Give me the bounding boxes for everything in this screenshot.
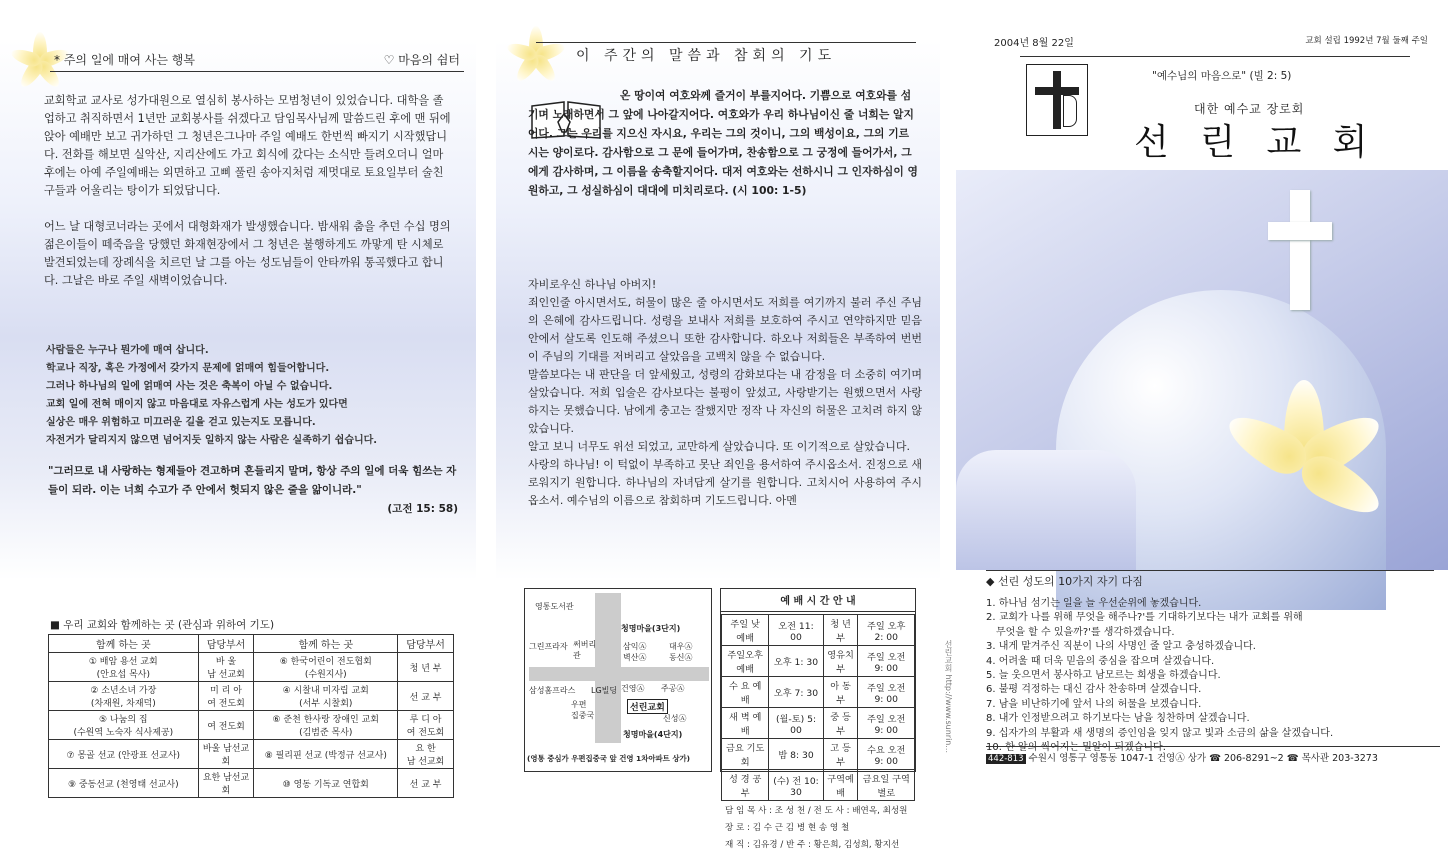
map-label: 신성Ⓐ: [663, 714, 687, 723]
map-label: 삼익Ⓐ 벽산Ⓐ: [623, 642, 647, 662]
staff-line: 장 로 : 김 수 근 김 병 현 송 영 철: [725, 823, 850, 833]
partner-table-title: ■ 우리 교회와 함께하는 곳 (관심과 위하여 기도): [50, 619, 275, 631]
issue-date: 2004년 8월 22일: [994, 38, 1074, 49]
founded-date: 교회 설립 1992년 7월 둘째 주일: [1305, 36, 1428, 46]
map-label: 건영Ⓐ: [621, 684, 645, 693]
table-header: 함께 하는 곳: [254, 635, 398, 653]
location-map: [524, 588, 712, 772]
prayer-text: [528, 276, 922, 510]
list-item: 무엇을 할 수 있을까?'를 생각하겠습니다.: [996, 626, 1175, 638]
schedule-table: [721, 614, 915, 801]
table-header: 담당부서: [198, 635, 254, 653]
section-header: [536, 42, 916, 66]
partner-table: [48, 634, 454, 798]
building-illustration: [956, 450, 1136, 570]
map-label: 그린프라자: [529, 642, 568, 651]
handwritten-line: 학교나 직장, 혹은 가정에서 갖가지 문제에 얽매여 힘들어합니다.: [46, 363, 330, 374]
footer-contact: [986, 746, 1440, 764]
section-title: 이 주간의 말씀과 참회의 기도: [576, 47, 837, 64]
table-row: 성 경 공 부 (수) 전 10: 30 구역예배 금요일 구역별로: [722, 770, 915, 801]
spine-text: 선린교회 http://www.sunrin...: [944, 640, 953, 754]
church-name: 선 린 교 회: [1134, 122, 1378, 163]
quote-reference: (고전 15: 58): [387, 503, 458, 515]
table-row: 주일오후예배 오후 1: 30 영유치부 주일 오전 9: 00: [722, 646, 915, 677]
list-item: 8. 내가 인정받으려고 하기보다는 남을 칭찬하며 살겠습니다.: [986, 713, 1250, 725]
list-item: 4. 어려울 때 더욱 믿음의 중심을 잡으며 살겠습니다.: [986, 655, 1215, 667]
map-label: 삼성홈프라스: [529, 686, 576, 695]
column-name: ♡ 마음의 쉼터: [383, 53, 460, 67]
map-label: 청명마을(4단지): [623, 730, 683, 739]
map-caption: (영통 중심가 우편집중국 앞 건영 1차아파트 상가): [527, 754, 690, 763]
list-item: 9. 십자가의 부활과 새 생명의 증인임을 잊지 않고 빛과 소금의 삶을 살겠습니다.: [986, 727, 1334, 739]
handwritten-line: 그러나 하나님의 일에 얽매여 사는 것은 축복이 아닐 수 없습니다.: [46, 381, 333, 392]
staff-line: 재 직 : 김유경 / 반 주 : 황은희, 김성희, 황지선: [725, 840, 900, 850]
church-logo: [1026, 64, 1088, 136]
table-row: ⑦ 몽골 선교 (안광표 선교사) 바울 남선교회 ⑧ 필리핀 선교 (박정규 선교사) 요 한 남 선교회: [49, 740, 454, 769]
prayer-paragraph: 죄인인줄 아시면서도, 허물이 많은 줄 아시면서도 저희를 여기까지 불러 주신 주님의 은혜에 감사드립니다. 성령을 보내사 저희를 보호하여 주시고 연약하지만 믿음 안에서 살도록 인도해 주셨으니 또한 감사합니다. 하오나 저희들은 부족하여 번번이 주님의 기대를 저버리고 살았음을 고백치 않을 수 없습니다.: [528, 296, 922, 363]
list-item: 3. 내게 맡겨주신 직분이 나의 사명인 줄 알고 충성하겠습니다.: [986, 641, 1256, 653]
staff-list: [721, 801, 915, 856]
map-label: 청명마을(3단지): [621, 624, 681, 633]
church-motto: "예수님의 마음으로" (빌 2: 5): [1152, 70, 1292, 82]
schedule-title: 예 배 시 간 안 내: [721, 589, 915, 612]
map-label: 대우Ⓐ 동신Ⓐ: [669, 642, 693, 662]
map-road: [529, 667, 709, 681]
panel-cover: [956, 0, 1448, 801]
map-label: 우편 집중국: [571, 700, 595, 720]
divider: [1020, 56, 1410, 57]
prayer-paragraph: 말씀보다는 내 판단을 더 앞세웠고, 성령의 감화보다는 내 감정을 더 소중히 여기며 살았습니다. 저희 입술은 감사보다는 불평이 앞섰고, 사랑받기는 원했으면서 사랑하지는 못했습니다. 남에게 충고는 잘했지만 정작 나 자신의 허물은 고치려 하지 않았습니다.: [528, 368, 922, 435]
table-row: 금요 기도회 밤 8: 30 고 등 부 수요 오전 9: 00: [722, 739, 915, 770]
bible-quote: [48, 462, 458, 519]
table-row: ① 배암 용선 교회 (안요섭 목사) 바 울 남 선교회 ⑥ 한국어린이 전도협회 (수원지사) 청 년 부: [49, 653, 454, 682]
list-item: 1. 하나님 섬기는 일을 늘 우선순위에 놓겠습니다.: [986, 598, 1202, 609]
scripture-text: 온 땅이여 여호와께 즐거이 부를지어다. 기쁨으로 여호와를 섬기며 노래하면서 그 앞에 나아갈지어다. 여호와가 우리 하나님이신 줄 너희는 알지어다. 그는 우리를 지으신 자시요, 우리는 그의 것이니, 그의 백성이요, 그의 기르시는 양이로다. 감사함으로 그 문에 들어가며, 찬송함으로 그 궁정에 들어가서, 그에게 감사하며, 그 이름을 송축할지어다. 대저 여호와는 선하시니 그 인자하심이 영원하고, 그 성실하심이 대대에 미치리로다. (시 100: 1-5): [528, 89, 918, 197]
handwritten-line: 교회 일에 전혀 매이지 않고 마음대로 자유스럽게 사는 성도가 있다면: [46, 399, 348, 410]
story-paragraph: 교회학교 교사로 성가대원으로 열심히 봉사하는 모범청년이 있었습니다. 대학을 졸업하고 취직하면서 1년만 교회봉사를 쉬겠다고 담임목사님께 말씀드린 후에 맨 뒤에 앉아 예배만 보고 귀가하던 그 청년은그나마 주일 예배도 한번씩 빠지기 시작했답니다. 전화를 해보면 실악산, 지리산에도 가고 회식에 갔다는 소식만 들려오더니 얼마 후에는 아예 주일예배는 외면하고 고삐 풀린 송아지처럼 제멋대로 토요일부터 술친구들과 어울리는 탕이가 되었답니다.: [44, 94, 451, 197]
list-item: 10. 한 알의 씩어지는 밀알이 되겠습니다.: [986, 742, 1166, 754]
postal-code-badge: 442-813: [988, 754, 1024, 764]
handwritten-message: [46, 342, 466, 450]
story-text: [44, 92, 454, 308]
table-row: 새 벽 예 배 (월-토) 5: 00 중 등 부 주일 오전 9: 00: [722, 708, 915, 739]
ten-resolutions: [986, 570, 1434, 755]
table-header-row: [49, 635, 454, 653]
cross-icon: [1268, 222, 1332, 240]
resolutions-title: ◆ 선린 성도의 10가지 자기 다짐: [986, 570, 1434, 593]
table-row: ⑨ 중동선교 (천영태 선교사) 요한 남선교회 ⑩ 영동 기독교 연합회 선 교 부: [49, 769, 454, 798]
staff-line: 담 임 목 사 : 조 성 천 / 전 도 사 : 배연옥, 최성원: [725, 806, 908, 816]
list-item: 2. 교회가 나를 위해 무엇을 해주나?'를 기대하기보다는 내가 교회를 위해: [986, 612, 1303, 624]
section-title: * 주의 일에 매여 사는 행복: [54, 53, 195, 67]
handwritten-line: 자전거가 달리지지 않으면 넘어지듯 일하지 않는 사람은 실족하기 쉽습니다.: [46, 435, 378, 446]
list-item: 7. 남을 비난하기에 앞서 나의 허물을 보겠습니다.: [986, 698, 1202, 710]
table-header: 담당부서: [398, 635, 454, 653]
panel-left: [0, 0, 476, 801]
address-text: 수원시 영통구 영통동 1047-1 건영Ⓐ 상가 ☎ 206-8291~2 ☎ 목사관 203-3273: [1028, 753, 1378, 764]
table-row: ⑤ 나눔의 집 (수원역 노숙자 식사제공) 여 전도회 ⑥ 준천 한사랑 장애인 교회 (김범준 목사) 루 디 아 여 전도회: [49, 711, 454, 740]
lily-icon: [1206, 370, 1386, 550]
story-paragraph: 어느 날 대형코너라는 곳에서 대형화재가 발생했습니다. 밤새워 춤을 추던 수십 명의 젊은이들이 떼죽음을 당했던 화재현장에서 그 청년은 불행하게도 까맣게 탄 시체로 발견되었는데 장례식을 치르던 날 그를 아는 성도님들이 안타까워 통곡했다고 합니다. 그날은 바로 주일 새벽이었습니다.: [44, 220, 451, 287]
prayer-opening: 자비로우신 하나님 아버지!: [528, 278, 657, 291]
handwritten-line: 사람들은 누구나 뭔가에 매여 삽니다.: [46, 345, 209, 356]
list-item: 6. 불평 걱정하는 대신 감사 찬송하며 살겠습니다.: [986, 684, 1202, 696]
denomination: 대한 예수교 장로회: [1194, 102, 1305, 116]
prayer-paragraph: 사랑의 하나님! 이 턱없이 부족하고 못난 죄인을 용서하여 주시옵소서. 진정으로 새로워지기 원합니다. 하나님의 자녀답게 살기를 원합니다. 고치시어 사용하여 주시옵소서. 예수님의 이름으로 참회하며 기도드립니다. 아멘: [528, 458, 922, 507]
table-header: 함께 하는 곳: [49, 635, 199, 653]
table-row: 주일 낮 예배 오전 11: 00 청 년 부 주일 오후 2: 00: [722, 615, 915, 646]
handwritten-line: 실상은 매우 위험하고 미끄러운 길을 걷고 있는지도 모릅니다.: [46, 417, 316, 428]
worship-schedule: [720, 588, 916, 850]
table-row: ② 소년소녀 가장 (차재원, 차재덕) 미 리 아 여 전도회 ④ 시찰내 미자립 교회 (서부 시찰회) 선 교 부: [49, 682, 454, 711]
map-label: LG빌딩: [591, 686, 618, 695]
map-label: 영통도서관: [535, 602, 574, 611]
map-label: 주공Ⓐ: [661, 684, 685, 693]
panel-middle: [496, 0, 940, 850]
table-row: 수 요 예 배 오후 7: 30 아 동 부 주일 오전 9: 00: [722, 677, 915, 708]
list-item: 5. 늘 웃으면서 봉사하고 남모르는 희생을 하겠습니다.: [986, 670, 1221, 682]
map-label: 써버리 관: [573, 640, 597, 660]
quote-text: "그러므로 내 사랑하는 형제들아 견고하며 흔들리지 말며, 항상 주의 일에 더욱 힘쓰는 자들이 되라. 이는 너희 수고가 주 안에서 헛되지 않은 줄을 앎이니라.": [48, 465, 457, 496]
resolutions-list: [986, 597, 1434, 755]
map-church-marker: 선린교회: [627, 699, 668, 714]
section-header: [50, 48, 464, 72]
prayer-paragraph: 알고 보니 너무도 위선 되었고, 교만하게 살았습니다. 또 이기적으로 살았습니다.: [528, 440, 910, 453]
cross-icon: [1290, 190, 1310, 310]
